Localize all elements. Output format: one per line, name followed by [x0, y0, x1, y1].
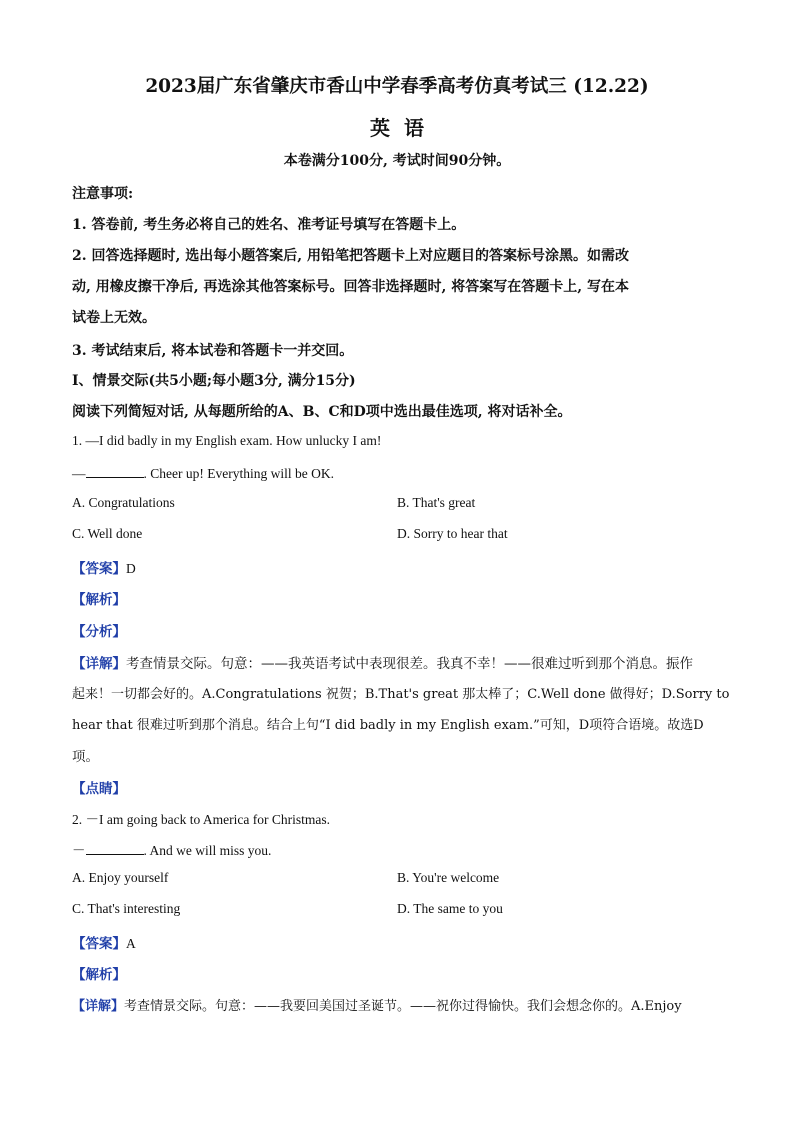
q2-line-2-text: . And we will miss you. — [143, 843, 272, 858]
section-instruction: 阅读下列简短对话, 从每题所给的A、B、C和D项中选出最佳选项, 将对话补全。 — [72, 404, 572, 420]
notes-heading: 注意事项: — [72, 186, 134, 202]
q1-detail-line-2: 起来！一切都会好的。A.Congratulations 祝贺；B.That's great 那太棒了；C.Well done 做得好；D.Sorry to — [72, 687, 730, 702]
note-item-1: 1. 答卷前, 考生务必将自己的姓名、准考证号填写在答题卡上。 — [72, 217, 466, 233]
q1-detail-line-1 — [72, 652, 693, 672]
detail-text: 考查情景交际。句意：——我英语考试中表现很差。我真不幸！——很难过听到那个消息。振作 — [126, 656, 693, 672]
detail-tag: 【详解】 — [72, 656, 126, 672]
q1-option-a: A. Congratulations — [72, 495, 175, 510]
q2-dash: － — [72, 843, 86, 858]
q1-analysis-tag: 【解析】 — [72, 592, 126, 608]
q1-option-d: D. Sorry to hear that — [397, 526, 508, 541]
note-item-2-line-2: 动, 用橡皮擦干净后, 再选涂其他答案标号。回答非选择题时, 将答案写在答题卡上, 写在本 — [72, 279, 629, 295]
answer-value: A — [126, 936, 136, 951]
q2-analysis-tag: 【解析】 — [72, 967, 126, 983]
q1-option-c: C. Well done — [72, 526, 143, 541]
answer-value: D — [126, 561, 136, 576]
note-item-3: 3. 考试结束后, 将本试卷和答题卡一并交回。 — [72, 343, 354, 359]
section-heading: I、情景交际(共5小题;每小题3分, 满分15分) — [72, 373, 356, 389]
q2-line-1: 2. －I am going back to America for Christmas. — [72, 812, 330, 827]
q2-answer — [72, 932, 136, 952]
q1-line-1: 1. —I did badly in my English exam. How unlucky I am! — [72, 433, 382, 448]
q1-answer — [72, 557, 136, 577]
q2-option-d: D. The same to you — [397, 901, 503, 916]
q2-line-2 — [72, 839, 271, 859]
detail-text: 考查情景交际。句意：——我要回美国过圣诞节。——祝你过得愉快。我们会想念你的。A.Enjoy — [124, 999, 682, 1014]
q1-option-b: B. That's great — [397, 495, 476, 510]
answer-tag: 【答案】 — [72, 561, 126, 577]
q1-fenxi-tag: 【分析】 — [72, 624, 126, 640]
q1-line-2 — [72, 464, 334, 482]
q1-dianjing-tag: 【点睛】 — [72, 781, 126, 797]
q2-option-a: A. Enjoy yourself — [72, 870, 169, 885]
q1-line-2-text: . Cheer up! Everything will be OK. — [143, 466, 334, 481]
note-item-2-line-1: 2. 回答选择题时, 选出每小题答案后, 用铅笔把答题卡上对应题目的答案标号涂黑。如需改 — [72, 248, 629, 264]
note-item-2-line-3: 试卷上无效。 — [72, 310, 156, 326]
q2-detail-line-1 — [72, 995, 682, 1014]
subject-title: 英语 — [370, 116, 438, 140]
detail-tag: 【详解】 — [72, 999, 125, 1014]
q1-dash: — — [72, 466, 86, 481]
q1-detail-line-4: 项。 — [72, 749, 99, 765]
q2-blank — [86, 841, 144, 855]
q2-option-b: B. You're welcome — [397, 870, 500, 885]
q1-detail-line-3: hear that 很难过听到那个消息。结合上句“I did badly in my English exam.”可知，D项符合语境。故选D — [72, 718, 704, 733]
score-time-line: 本卷满分100分, 考试时间90分钟。 — [283, 153, 511, 169]
exam-title: 2023届广东省肇庆市香山中学春季高考仿真考试三 (12.22) — [145, 76, 649, 97]
answer-tag: 【答案】 — [72, 936, 126, 952]
q2-option-c: C. That's interesting — [72, 901, 181, 916]
q1-blank — [86, 464, 144, 478]
